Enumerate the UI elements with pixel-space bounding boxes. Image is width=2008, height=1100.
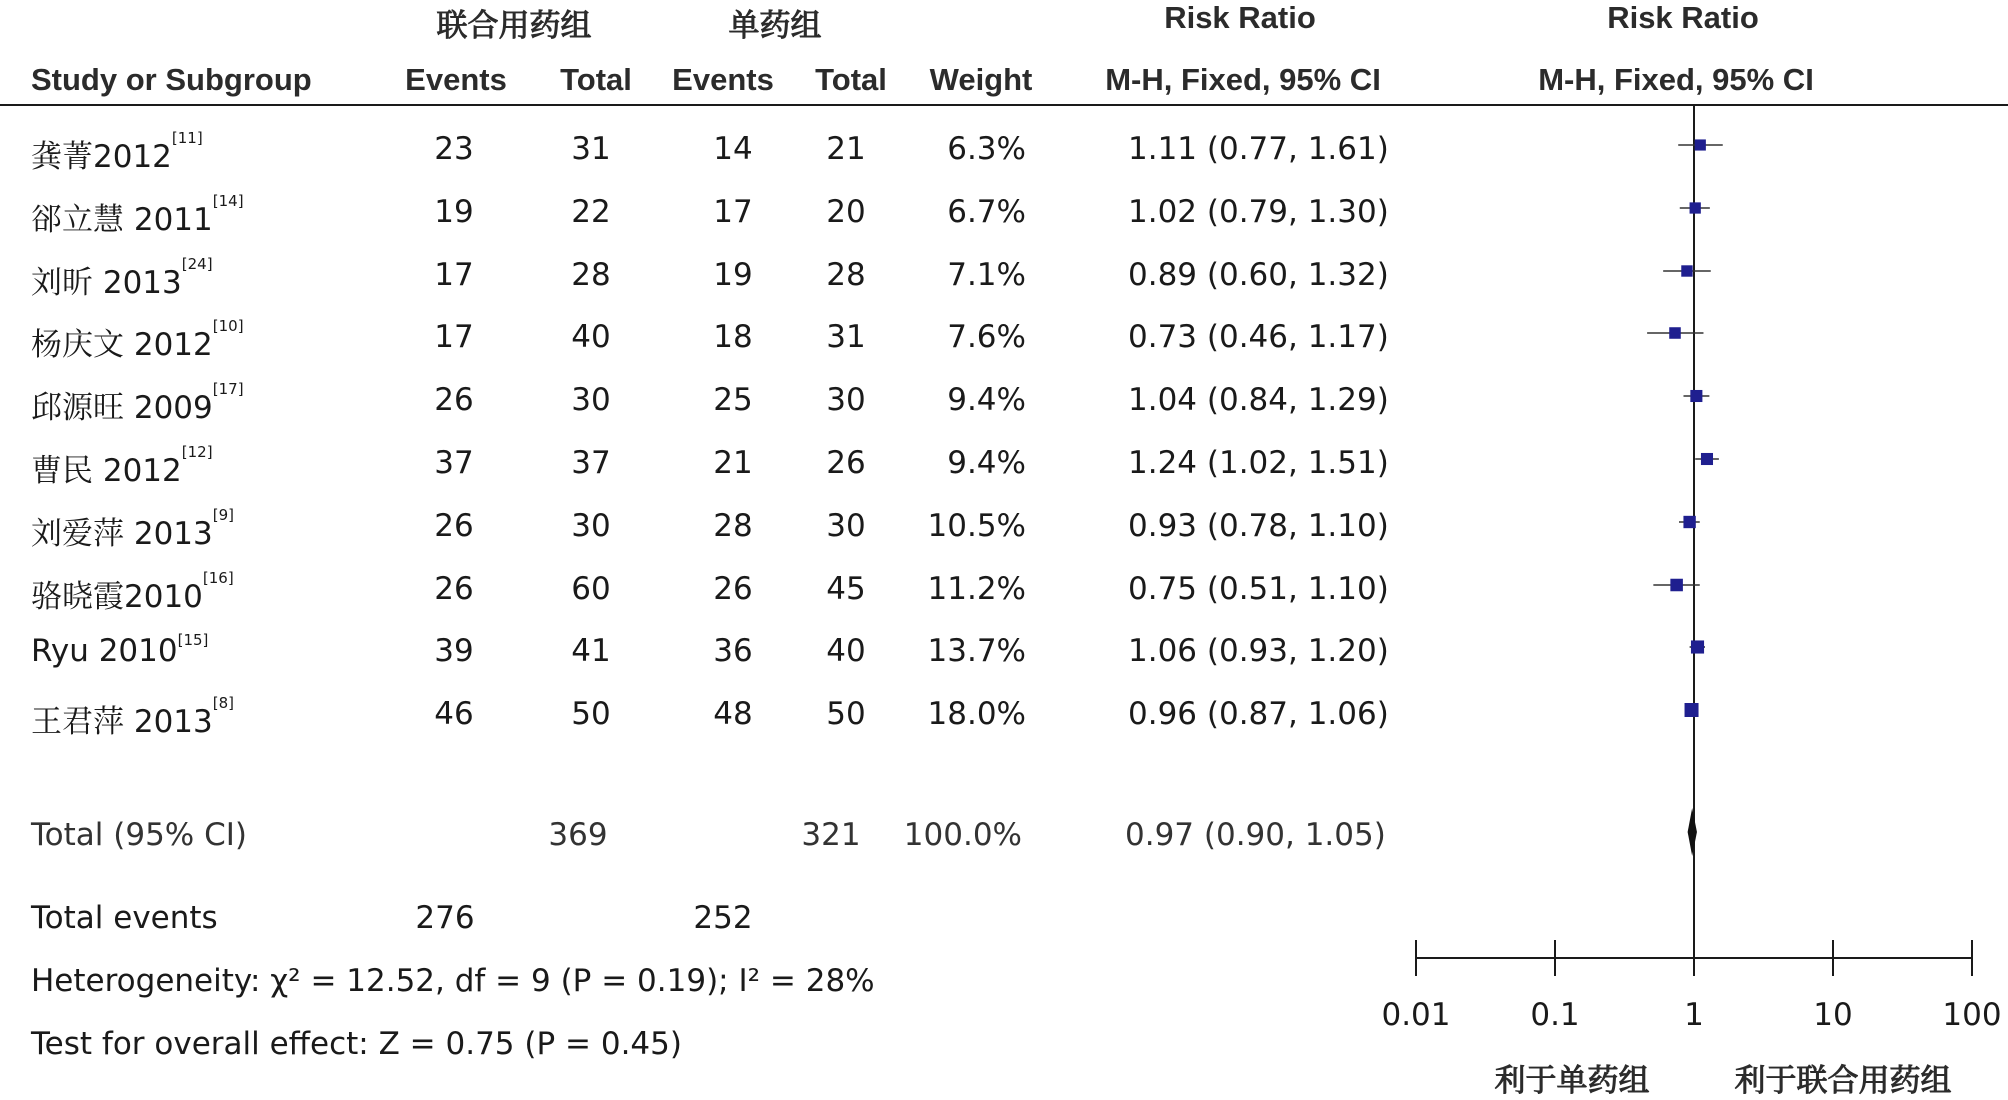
- study-name-text: 王君萍 2013: [31, 704, 213, 740]
- cell-e1: 17: [434, 257, 474, 293]
- study-name-text: 杨庆文 2012: [31, 327, 213, 363]
- cell-ci: 1.02 (0.79, 1.30): [1128, 194, 1389, 230]
- cell-t1: 31: [571, 131, 611, 167]
- heterogeneity-text: Heterogeneity: χ² = 12.52, df = 9 (P = 0.19); I² = 28%: [31, 963, 875, 999]
- cell-e2: 26: [713, 571, 753, 607]
- cell-t1: 30: [571, 508, 611, 544]
- cell-e1: 26: [434, 508, 474, 544]
- cell-t2: 30: [826, 382, 866, 418]
- col-total-1: Total: [560, 62, 632, 97]
- cell-t2: 30: [826, 508, 866, 544]
- cell-weight: 11.2%: [927, 571, 1026, 607]
- study-name-text: 刘爱萍 2013: [31, 516, 213, 552]
- study-name-text: Ryu 2010: [31, 633, 178, 669]
- cell-e1: 37: [434, 445, 474, 481]
- study-name-text: 龚菁2012: [31, 139, 172, 175]
- cell-e1: 23: [434, 131, 474, 167]
- cell-e1: 39: [434, 633, 474, 669]
- x-tick-label: 0.1: [1530, 997, 1580, 1033]
- group-single-label: 单药组: [728, 8, 822, 44]
- cell-e1: 26: [434, 571, 474, 607]
- cell-ci: 0.93 (0.78, 1.10): [1128, 508, 1389, 544]
- cell-weight: 10.5%: [927, 508, 1026, 544]
- risk-ratio-label-plot: Risk Ratio: [1607, 0, 1759, 35]
- cell-t2: 26: [826, 445, 866, 481]
- point-marker: [1690, 202, 1701, 213]
- col-total-2: Total: [815, 62, 887, 97]
- cell-weight: 7.6%: [947, 319, 1026, 355]
- cell-e2: 21: [713, 445, 753, 481]
- study-reference: [15]: [177, 631, 209, 649]
- total-t2: 321: [801, 817, 861, 853]
- group-combined-label: 联合用药组: [436, 8, 592, 44]
- cell-ci: 0.75 (0.51, 1.10): [1128, 571, 1389, 607]
- cell-ci: 1.11 (0.77, 1.61): [1128, 131, 1389, 167]
- point-marker: [1670, 579, 1683, 592]
- cell-e2: 14: [713, 131, 753, 167]
- cell-e2: 18: [713, 319, 753, 355]
- total-events-label: Total events: [31, 900, 218, 936]
- cell-t1: 50: [571, 696, 611, 732]
- cell-ci: 0.96 (0.87, 1.06): [1128, 696, 1389, 732]
- study-reference: [24]: [181, 255, 213, 273]
- cell-weight: 13.7%: [927, 633, 1026, 669]
- study-reference: [11]: [171, 129, 203, 147]
- total-ci: 0.97 (0.90, 1.05): [1125, 817, 1386, 853]
- pooled-diamond: [1688, 808, 1697, 856]
- cell-e1: 19: [434, 194, 474, 230]
- cell-t1: 37: [571, 445, 611, 481]
- col-events-2: Events: [672, 62, 774, 97]
- total-weight: 100.0%: [903, 817, 1022, 853]
- overall-effect-text: Test for overall effect: Z = 0.75 (P = 0.45): [31, 1026, 682, 1062]
- cell-e2: 36: [713, 633, 753, 669]
- study-reference: [14]: [212, 192, 244, 210]
- cell-e2: 28: [713, 508, 753, 544]
- favours-single-label: 利于单药组: [1494, 1063, 1650, 1099]
- cell-e1: 26: [434, 382, 474, 418]
- point-marker: [1669, 327, 1681, 339]
- study-reference: [16]: [202, 569, 234, 587]
- cell-t1: 30: [571, 382, 611, 418]
- point-marker: [1695, 139, 1706, 150]
- cell-weight: 18.0%: [927, 696, 1026, 732]
- point-marker: [1691, 640, 1704, 653]
- cell-t2: 21: [826, 131, 866, 167]
- cell-t1: 40: [571, 319, 611, 355]
- x-tick-label: 1: [1684, 997, 1704, 1033]
- total-events-e2: 252: [693, 900, 753, 936]
- col-study: Study or Subgroup: [31, 62, 312, 97]
- cell-e1: 46: [434, 696, 474, 732]
- col-events-1: Events: [405, 62, 507, 97]
- study-reference: [8]: [212, 694, 234, 712]
- cell-weight: 9.4%: [947, 382, 1026, 418]
- cell-ci: 0.89 (0.60, 1.32): [1128, 257, 1389, 293]
- total-label: Total (95% CI): [31, 817, 247, 853]
- point-marker: [1685, 703, 1699, 717]
- x-tick-label: 0.01: [1381, 997, 1451, 1033]
- cell-ci: 0.73 (0.46, 1.17): [1128, 319, 1389, 355]
- cell-weight: 6.7%: [947, 194, 1026, 230]
- cell-weight: 9.4%: [947, 445, 1026, 481]
- risk-ratio-label-table: Risk Ratio: [1164, 0, 1316, 35]
- cell-t1: 41: [571, 633, 611, 669]
- study-reference: [10]: [212, 317, 244, 335]
- cell-t2: 50: [826, 696, 866, 732]
- study-reference: [9]: [212, 506, 234, 524]
- study-name-text: 曹民 2012: [31, 453, 182, 489]
- cell-weight: 6.3%: [947, 131, 1026, 167]
- cell-t2: 31: [826, 319, 866, 355]
- cell-t2: 40: [826, 633, 866, 669]
- favours-combined-label: 利于联合用药组: [1734, 1063, 1952, 1099]
- cell-t2: 45: [826, 571, 866, 607]
- total-events-e1: 276: [415, 900, 475, 936]
- cell-e2: 48: [713, 696, 753, 732]
- study-name-text: 骆晓霞2010: [31, 579, 203, 615]
- col-ci: M-H, Fixed, 95% CI: [1105, 62, 1381, 97]
- point-marker: [1690, 390, 1702, 402]
- study-reference: [12]: [181, 443, 213, 461]
- study-name-text: 刘昕 2013: [31, 265, 182, 301]
- cell-t1: 28: [571, 257, 611, 293]
- x-tick-label: 10: [1813, 997, 1853, 1033]
- cell-ci: 1.04 (0.84, 1.29): [1128, 382, 1389, 418]
- cell-t1: 60: [571, 571, 611, 607]
- point-marker: [1701, 453, 1713, 465]
- col-ci-plot: M-H, Fixed, 95% CI: [1538, 62, 1814, 97]
- study-reference: [17]: [212, 380, 244, 398]
- cell-e1: 17: [434, 319, 474, 355]
- cell-t2: 20: [826, 194, 866, 230]
- study-name-text: 郤立慧 2011: [31, 202, 213, 238]
- cell-e2: 17: [713, 194, 753, 230]
- point-marker: [1683, 516, 1695, 528]
- cell-ci: 1.06 (0.93, 1.20): [1128, 633, 1389, 669]
- cell-weight: 7.1%: [947, 257, 1026, 293]
- study-name-text: 邱源旺 2009: [31, 390, 213, 426]
- total-t1: 369: [548, 817, 608, 853]
- cell-e2: 25: [713, 382, 753, 418]
- cell-t1: 22: [571, 194, 611, 230]
- cell-e2: 19: [713, 257, 753, 293]
- col-weight: Weight: [929, 62, 1033, 97]
- cell-ci: 1.24 (1.02, 1.51): [1128, 445, 1389, 481]
- point-marker: [1681, 265, 1692, 276]
- x-tick-label: 100: [1942, 997, 2002, 1033]
- cell-t2: 28: [826, 257, 866, 293]
